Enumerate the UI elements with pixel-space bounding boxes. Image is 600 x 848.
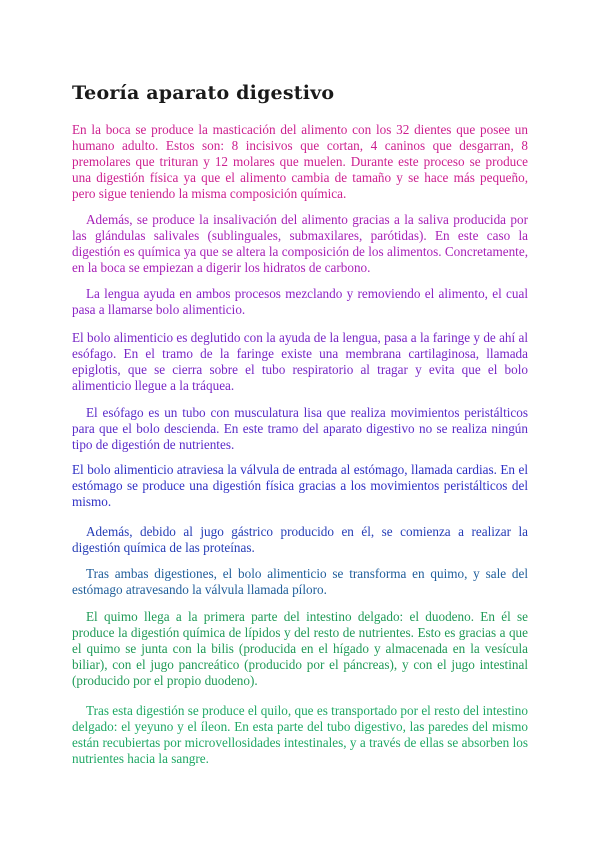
paragraph-esofago: El esófago es un tubo con musculatura lisa que realiza movimientos peristálticos para que el bolo descienda. En este tramo del aparato digestivo no se realiza ningún tipo de digestión de nutrientes.: [72, 405, 528, 452]
paragraph-deglucion: El bolo alimenticio es deglutido con la ayuda de la lengua, pasa a la faringe y de ahí al esófago. En el tramo de la faringe existe una membrana cartilaginosa, llamada epiglotis, que se cierra sobre el tubo respiratorio al tragar y evita que el bolo alimenticio llegue a la tráquea.: [72, 330, 528, 393]
paragraph-insalivacion: Además, se produce la insalivación del alimento gracias a la saliva producida por las glándulas salivales (sublinguales, submaxilares, parótidas). En este caso la digestión es química ya que se altera la composición de los alimentos. Concretamente, en la boca se empiezan a digerir los hidratos de carbono.: [72, 212, 528, 275]
paragraph-duodeno: El quimo llega a la primera parte del intestino delgado: el duodeno. En él se produce la digestión química de lípidos y del resto de nutrientes. Esto es gracias a que el quimo se junta con la bilis (producida en el hígado y almacenada en la vesícula biliar), con el jugo pancreático (producido por el páncreas), y con el jugo intestinal (producido por el propio duodeno).: [72, 609, 528, 688]
paragraph-jugo-gastrico: Además, debido al jugo gástrico producido en él, se comienza a realizar la digestión química de las proteínas.: [72, 524, 528, 555]
paragraph-estomago-cardias: El bolo alimenticio atraviesa la válvula de entrada al estómago, llamada cardias. En el estómago se produce una digestión física gracias a los movimientos peristálticos del mismo.: [72, 462, 528, 509]
paragraph-lengua: La lengua ayuda en ambos procesos mezclando y removiendo el alimento, el cual pasa a llamarse bolo alimenticio.: [72, 286, 528, 317]
paragraph-quimo-piloro: Tras ambas digestiones, el bolo alimenticio se transforma en quimo, y sale del estómago atravesando la válvula llamada píloro.: [72, 566, 528, 597]
paragraph-boca-masticacion: En la boca se produce la masticación del alimento con los 32 dientes que posee un humano adulto. Estos son: 8 incisivos que cortan, 4 caninos que desgarran, 8 premolares que trituran y 12 molares que muelen. Durante este proceso se produce una digestión física ya que el alimento cambia de tamaño y se hace más pequeño, pero sigue teniendo la misma composición química.: [72, 122, 528, 201]
page-title: Teoría aparato digestivo: [72, 82, 335, 104]
paragraph-quilo-absorcion: Tras esta digestión se produce el quilo, que es transportado por el resto del intestino delgado: el yeyuno y el íleon. En esta parte del tubo digestivo, las paredes del mismo están recubiertas por microvellosidades intestinales, y a través de ellas se absorben los nutrientes hacia la sangre.: [72, 703, 528, 766]
